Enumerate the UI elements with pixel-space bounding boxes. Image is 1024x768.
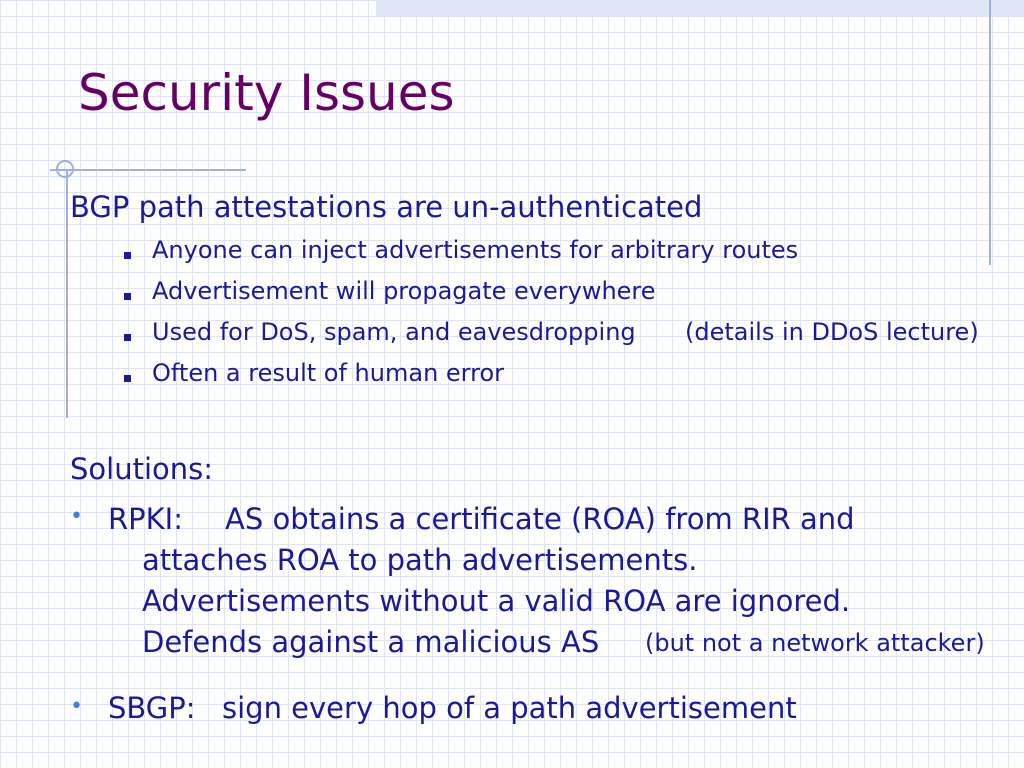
bullet-heading-bgp: BGP path attestations are un-authenticated [70,190,703,224]
sub-bullet-3: Used for DoS, spam, and eavesdropping [152,318,636,346]
sbgp-text: sign every hop of a path advertisement [222,691,797,725]
decorative-right-line [989,0,991,265]
rpki-line-3: Advertisements without a valid ROA are ignored. [142,584,851,618]
sub-bullet-1: Anyone can inject advertisements for arbitrary routes [152,236,799,264]
rpki-note: (but not a network attacker) [645,629,985,657]
round-bullet-icon: • [70,694,83,719]
rpki-line-1: AS obtains a certificate (ROA) from RIR and [225,502,855,536]
decorative-horizontal-line [50,169,246,171]
square-bullet-icon [124,334,131,341]
decorative-circle-icon [56,160,74,178]
rpki-label: RPKI: [108,502,183,536]
top-right-band [376,0,1024,16]
square-bullet-icon [124,293,131,300]
square-bullet-icon [124,375,131,382]
rpki-line-4: Defends against a malicious AS [142,625,600,659]
rpki-line-2: attaches ROA to path advertisements. [142,543,698,577]
slide-title: Security Issues [78,64,455,122]
square-bullet-icon [124,252,131,259]
sbgp-label: SBGP: [108,691,196,725]
decorative-left-line [66,170,68,418]
sub-bullet-note: (details in DDoS lecture) [685,318,979,346]
solutions-label: Solutions: [70,452,214,486]
round-bullet-icon: • [70,504,83,529]
sub-bullet-2: Advertisement will propagate everywhere [152,277,656,305]
sub-bullet-4: Often a result of human error [152,359,505,387]
